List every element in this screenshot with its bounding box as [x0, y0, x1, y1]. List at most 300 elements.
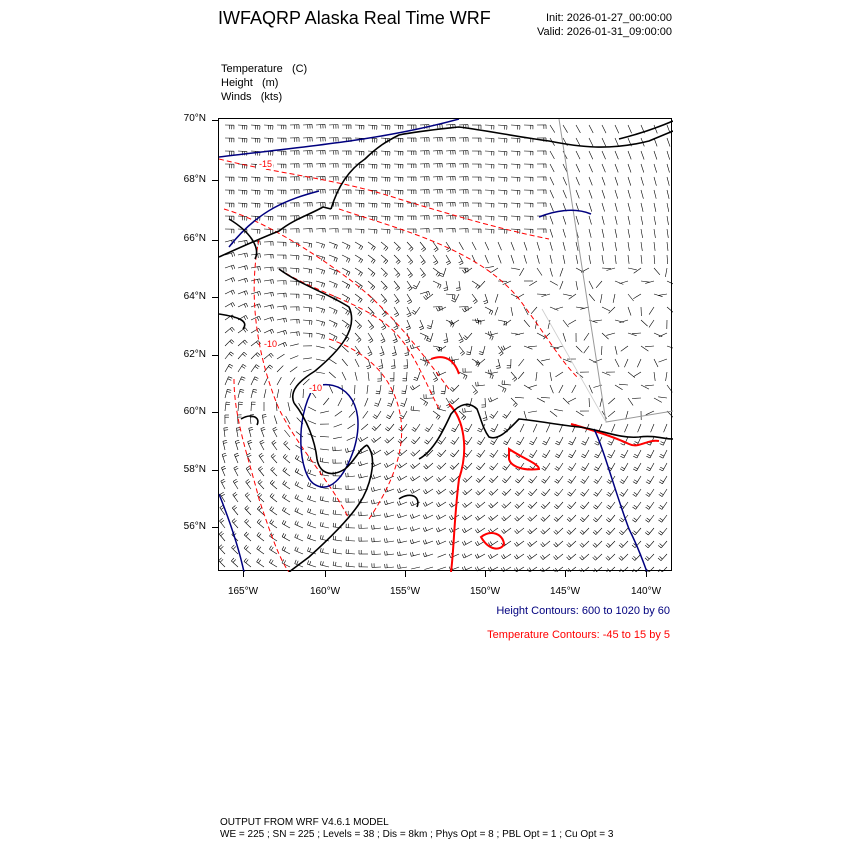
wind-barb-feather [541, 493, 544, 496]
wind-barb-feather [295, 521, 297, 525]
wind-barb-feather [258, 560, 260, 563]
wind-barb [398, 567, 407, 569]
wind-barb-feather [309, 295, 310, 299]
wind-barb [251, 377, 255, 385]
wind-barb-feather [621, 492, 624, 494]
wind-barb [568, 320, 576, 325]
wind-barb-feather [496, 366, 500, 367]
wind-barb-feather [503, 516, 506, 519]
wind-barb-feather [391, 368, 395, 369]
wind-barb-feather [347, 325, 349, 328]
wind-barb-feather [384, 476, 386, 480]
wind-barb [556, 554, 563, 560]
wind-barb [290, 268, 299, 269]
wind-barb-feather [436, 516, 438, 520]
wind-barb-feather [568, 543, 571, 546]
wind-barb-feather [359, 259, 361, 262]
field-unit: (kts) [260, 91, 283, 103]
wind-barb-feather [308, 521, 309, 525]
wind-barb-feather [396, 273, 399, 276]
wind-barb [641, 320, 648, 326]
wind-barb-feather [434, 380, 437, 382]
wind-barb [492, 463, 498, 470]
wind-barb [583, 502, 589, 509]
wind-barb [602, 164, 605, 172]
wind-barb [355, 359, 359, 367]
wind-barb [225, 352, 231, 359]
wind-barb [320, 513, 329, 515]
wind-barb [511, 268, 520, 270]
wind-barb [563, 398, 569, 404]
wind-barb [537, 333, 545, 337]
wind-barb [251, 402, 252, 411]
wind-barb-feather [436, 504, 438, 507]
wind-barb-feather [475, 542, 477, 545]
wind-barb [568, 398, 576, 402]
wind-barb-feather [530, 466, 533, 468]
wind-barb [245, 522, 252, 528]
wind-barb [225, 377, 229, 385]
wind-barb-feather [450, 389, 453, 392]
wind-barb [498, 203, 507, 204]
lat-tick [212, 412, 218, 413]
wind-barb-feather [297, 496, 299, 500]
wind-barb [413, 463, 420, 469]
wind-barb [329, 320, 337, 324]
wind-barb-feather [411, 466, 414, 469]
wind-barb [511, 242, 514, 250]
wind-barb-feather [228, 379, 232, 381]
wind-barb-feather [310, 535, 311, 539]
wind-barb-feather [311, 257, 312, 261]
wind-barb-feather [334, 258, 335, 262]
wind-barb-feather [262, 429, 266, 430]
wind-barb-feather [297, 456, 299, 460]
wind-barb [316, 320, 325, 322]
wind-barb [308, 499, 317, 502]
wind-barb [633, 372, 641, 377]
wind-barb-feather [348, 259, 350, 263]
wind-barb-feather [412, 464, 415, 467]
wind-barb [628, 398, 633, 405]
wind-barb-feather [580, 570, 583, 572]
wind-barb-feather [253, 389, 257, 390]
wind-barb-feather [490, 516, 493, 519]
wind-barb [662, 489, 667, 497]
wind-barb-feather [272, 329, 274, 333]
wind-barb-feather [503, 443, 506, 445]
wind-barb-feather [232, 519, 235, 522]
wind-barb-feather [413, 285, 417, 287]
wind-barb [346, 489, 355, 490]
wind-barb [520, 437, 524, 445]
wind-barb [270, 496, 277, 502]
wind-barb [518, 476, 524, 483]
lon-tick [485, 571, 486, 577]
wind-barb-feather [620, 569, 623, 572]
wind-barb-feather [438, 416, 441, 419]
wind-barb [505, 476, 511, 483]
wind-barb [550, 268, 553, 277]
wind-barb [654, 359, 658, 367]
wind-barb [615, 216, 617, 225]
wind-barb-feather [516, 567, 518, 570]
wind-barb [663, 463, 667, 471]
wind-barb [528, 411, 537, 413]
wind-barb-feather [284, 521, 286, 525]
wind-barb-feather [357, 325, 360, 328]
wind-barb-feather [258, 480, 261, 483]
wind-barb [467, 437, 472, 445]
wind-barb-feather [359, 313, 362, 316]
wind-barb-feather [322, 549, 323, 553]
wind-barb [511, 255, 514, 264]
wind-barb-feather [387, 538, 388, 542]
wind-barb-feather [449, 541, 451, 545]
wind-barb-feather [465, 428, 469, 430]
wind-barb [596, 528, 602, 535]
wind-barb-feather [220, 505, 223, 507]
wind-barb-feather [593, 519, 596, 522]
wind-barb [524, 320, 530, 327]
wind-barb [411, 567, 420, 569]
wind-barb [589, 190, 592, 199]
wind-barb [290, 367, 297, 372]
wind-barb-feather [504, 414, 507, 416]
wind-barb-feather [444, 288, 448, 289]
wind-barb-feather [423, 503, 425, 507]
wind-barb-feather [234, 453, 238, 455]
wind-barb-feather [606, 557, 609, 560]
wind-barb-feather [386, 417, 390, 419]
wind-barb [251, 365, 256, 372]
wind-barb [511, 398, 517, 404]
wind-barb [274, 416, 277, 425]
wind-barb [489, 333, 498, 335]
wind-barb [479, 476, 485, 483]
wind-barb-feather [423, 249, 426, 252]
wind-barb-feather [528, 518, 531, 521]
wind-barb [492, 489, 498, 495]
wind-barb [225, 240, 234, 242]
wind-barb [654, 229, 655, 238]
wind-barb [511, 203, 520, 204]
wind-barb-feather [490, 554, 492, 557]
wind-barb-feather [490, 397, 492, 401]
wind-barb-feather [322, 471, 323, 475]
wind-barb [651, 424, 654, 432]
wind-barb [405, 385, 407, 394]
wind-barb-feather [426, 403, 428, 406]
wind-barb-feather [373, 274, 375, 277]
wind-barb [308, 512, 317, 515]
wind-barb-feather [401, 403, 405, 404]
wind-barb-feather [242, 377, 246, 379]
wind-barb [589, 151, 593, 159]
wind-barb [531, 515, 538, 521]
wind-barb-feather [452, 428, 456, 430]
wind-barb-feather [410, 249, 413, 252]
wind-barb [446, 294, 455, 295]
wind-barb-feather [438, 527, 440, 531]
wind-barb-feather [382, 312, 385, 314]
wind-barb [452, 398, 459, 404]
wind-barb [576, 281, 578, 290]
wind-barb [346, 553, 355, 554]
wind-barb [597, 489, 602, 496]
wind-barb [615, 125, 619, 133]
wind-barb-feather [261, 442, 265, 444]
wind-barb-feather [260, 440, 264, 442]
wind-barb [465, 489, 472, 495]
wind-barb [257, 522, 264, 528]
wind-barb [576, 346, 582, 352]
wind-barb-feather [273, 427, 277, 429]
wind-barb-feather [580, 532, 583, 535]
political-boundaries [542, 119, 673, 422]
wind-barb [251, 353, 257, 359]
wind-barb-feather [220, 546, 223, 549]
wind-barb [498, 320, 507, 322]
wind-barb [649, 515, 654, 522]
wind-barb-feather [284, 306, 285, 310]
wind-barb [320, 462, 329, 463]
wind-barb [282, 510, 290, 515]
wind-barb [257, 549, 264, 554]
lat-tick [212, 297, 218, 298]
wind-barb-feather [477, 541, 479, 544]
wind-barb-feather [386, 475, 388, 479]
wind-barb-feather [260, 254, 261, 258]
wind-barb-feather [503, 529, 505, 532]
wind-barb [550, 385, 553, 393]
wind-barb-feather [425, 489, 427, 492]
wind-barb-feather [660, 444, 664, 446]
wind-barb-feather [553, 569, 556, 572]
wind-barb [359, 515, 368, 516]
wind-barb [550, 281, 558, 285]
wind-barb [438, 567, 447, 570]
wind-barb [596, 541, 602, 547]
wind-barb [498, 359, 500, 368]
wind-barb-feather [633, 569, 636, 572]
lon-label: 160°W [309, 586, 341, 597]
wind-barb [303, 369, 312, 372]
wind-barb-feather [647, 467, 651, 469]
wind-barb-feather [555, 456, 559, 458]
wind-barb-feather [646, 494, 649, 496]
wind-barb-feather [595, 467, 598, 469]
wind-barb-feather [246, 560, 249, 563]
wind-barb [342, 268, 350, 272]
wind-barb-feather [555, 443, 559, 445]
wind-barb-feather [582, 492, 585, 494]
wind-barb-feather [273, 292, 274, 296]
wind-barb [615, 359, 619, 367]
wind-barb [602, 203, 605, 212]
wind-barb [557, 528, 564, 534]
wind-barb-feather [465, 408, 466, 412]
wind-barb-feather [502, 505, 505, 508]
wind-barb-feather [308, 482, 309, 486]
wind-barb [251, 341, 258, 347]
wind-barb-feather [236, 442, 240, 443]
wind-barb [537, 255, 539, 264]
wind-barb-feather [529, 530, 532, 533]
wind-barb [550, 125, 555, 133]
wind-barb [572, 385, 576, 393]
wind-barb [316, 268, 325, 271]
wind-barb-feather [284, 482, 286, 485]
wind-barb-feather [348, 285, 350, 289]
wind-barb-feather [392, 353, 396, 354]
wind-barb-feather [284, 560, 286, 564]
wind-barb-feather [244, 304, 246, 308]
wind-barb [342, 281, 350, 285]
wind-barb-feather [489, 493, 492, 496]
st-lawrence-island [219, 314, 245, 329]
wind-barb [282, 563, 290, 567]
wind-barb [225, 327, 232, 333]
wind-barb [595, 567, 602, 572]
wind-barb-feather [462, 529, 464, 532]
wind-barb [277, 389, 279, 398]
wind-barb [637, 450, 641, 458]
wind-barb-feather [424, 402, 426, 405]
wind-barb-feather [386, 500, 387, 504]
wind-barb-feather [322, 309, 323, 313]
wind-barb-feather [259, 521, 262, 524]
wind-barb-feather [542, 443, 546, 445]
wind-barb-feather [284, 441, 287, 444]
wind-barb-feather [449, 516, 451, 519]
wind-barb [372, 554, 381, 555]
wind-barb [219, 547, 225, 554]
wind-barb-feather [334, 310, 336, 314]
wind-barb-feather [346, 271, 348, 275]
wind-barb [284, 430, 290, 437]
wind-barb-feather [320, 548, 321, 552]
wind-barb [355, 385, 356, 394]
wind-barb [498, 151, 507, 152]
wind-barb-feather [258, 493, 261, 496]
wind-barb-feather [582, 518, 585, 521]
wind-barb-feather [478, 466, 481, 469]
wind-barb-feather [435, 263, 438, 265]
wind-barb [518, 489, 524, 496]
field-unit: (m) [261, 77, 279, 89]
wind-barb [329, 385, 333, 393]
wind-barb [381, 294, 387, 301]
wind-barb [518, 502, 524, 508]
wind-barb-feather [594, 556, 597, 559]
wind-barb [667, 229, 668, 238]
wind-barb-feather [247, 266, 248, 270]
wind-barb-feather [272, 468, 275, 471]
wind-barb-feather [491, 311, 493, 315]
wind-barb-feather [366, 366, 370, 367]
wind-barb-feather [450, 455, 453, 458]
wind-barb [277, 293, 286, 294]
wind-barb-feather [374, 500, 375, 504]
wind-barb-feather [228, 366, 232, 368]
wind-barb-feather [271, 547, 273, 550]
wind-barb [333, 488, 342, 489]
wind-barb [611, 463, 616, 471]
wind-barb-feather [401, 393, 405, 394]
wind-barb [385, 554, 394, 555]
wind-barb-feather [336, 324, 338, 328]
wind-barb [609, 541, 615, 548]
wind-barb-feather [646, 469, 650, 471]
wind-barb-feather [346, 258, 348, 262]
wind-barb [615, 177, 618, 186]
wind-barb-feather [427, 292, 428, 296]
wind-barb [654, 268, 660, 275]
wind-barb-feather [647, 518, 650, 520]
wind-barb-feather [452, 440, 455, 442]
wind-barb-feather [424, 442, 427, 444]
wind-barb [349, 411, 355, 418]
wind-barb-feather [335, 510, 336, 514]
wind-barb-feather [515, 481, 518, 484]
wind-barb-feather [397, 502, 399, 506]
wind-barb [251, 389, 253, 398]
wind-barb [402, 424, 407, 431]
wind-barb-feather [554, 531, 557, 534]
wind-barb-feather [412, 501, 414, 505]
wind-barb-feather [412, 312, 415, 314]
wind-barb-feather [308, 508, 309, 512]
wind-barb [478, 502, 485, 508]
wind-barb-feather [582, 441, 586, 443]
wind-barb [495, 294, 498, 303]
wind-barb [359, 476, 368, 478]
wind-barb-feather [263, 417, 267, 418]
wind-barb [609, 554, 615, 560]
wind-barb-feather [660, 531, 663, 533]
wind-barb-feather [270, 520, 272, 523]
wind-barb-feather [387, 551, 388, 555]
wind-barb-feather [359, 272, 361, 275]
wind-barb-feather [543, 441, 547, 443]
wind-barb [277, 306, 286, 307]
wind-barb-feather [258, 467, 261, 470]
wind-barb [621, 346, 628, 351]
wind-barb [507, 437, 512, 445]
wind-barb-feather [490, 336, 492, 340]
wind-barb-feather [477, 455, 480, 457]
wind-barb [634, 268, 641, 273]
wind-barb-feather [333, 549, 334, 553]
wind-barb [348, 424, 356, 429]
wind-barb [570, 515, 576, 522]
wind-barb [537, 294, 546, 295]
wind-barb-feather [441, 393, 445, 394]
wind-barb-feather [310, 561, 311, 565]
wind-barb-feather [499, 352, 502, 354]
wind-barb-feather [334, 244, 336, 248]
wind-barb-feather [394, 326, 398, 328]
wind-barb-feather [248, 442, 252, 444]
wind-barb-feather [231, 291, 233, 295]
wind-barb-feather [595, 492, 598, 494]
wind-barb [465, 502, 472, 508]
wind-barb-feather [371, 439, 374, 442]
wind-barb [472, 320, 481, 321]
wind-barb-feather [259, 534, 262, 537]
wind-barb-feather [438, 477, 441, 480]
